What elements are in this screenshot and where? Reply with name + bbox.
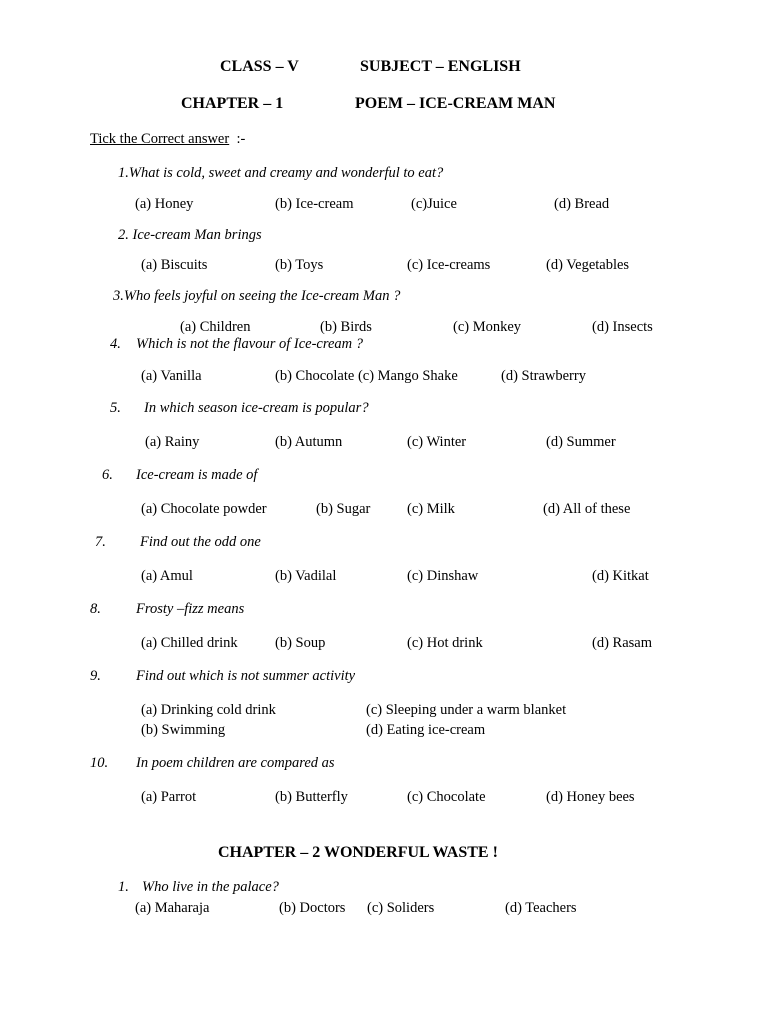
option-b: (b) Doctors <box>279 900 346 916</box>
option-b: (b) Birds <box>320 319 372 335</box>
option-c: (c) Hot drink <box>407 635 483 651</box>
option-b: (b) Vadilal <box>275 568 337 584</box>
question-4-text: Which is not the flavour of Ice-cream ? <box>136 336 363 352</box>
chapter-2-question-number: 1. <box>118 879 129 895</box>
question-number: 3. <box>113 288 124 304</box>
question-8-number: 8. <box>90 601 101 617</box>
question-6-number: 6. <box>102 467 113 483</box>
option-c: (c) Sleeping under a warm blanket <box>366 702 567 718</box>
question-3 <box>113 287 400 305</box>
question-text: Ice-cream Man brings <box>132 227 262 243</box>
option-a: (a) Rainy <box>145 434 200 450</box>
chapter-label: CHAPTER – 1 <box>181 95 284 112</box>
option-b: (b) Ice-cream <box>275 196 354 212</box>
option-a: (a) Chilled drink <box>141 635 238 651</box>
question-text: Who feels joyful on seeing the Ice-cream Man ? <box>123 288 401 304</box>
question-8-text: Frosty –fizz means <box>136 601 245 617</box>
question-4-number: 4. <box>110 336 121 352</box>
question-9-number: 9. <box>90 668 101 684</box>
option-a: (a) Maharaja <box>135 900 210 916</box>
question-7-text: Find out the odd one <box>140 534 261 550</box>
option-a: (a) Amul <box>141 568 193 584</box>
option-a: (a) Children <box>180 319 251 335</box>
question-6-text: Ice-cream is made of <box>136 467 258 483</box>
option-b: (b) Soup <box>275 635 326 651</box>
chapter-2-title: CHAPTER – 2 WONDERFUL WASTE ! <box>218 844 498 861</box>
option-a: (a) Parrot <box>141 789 197 805</box>
option-d: (d) Rasam <box>592 635 652 651</box>
option-a: (a) Chocolate powder <box>141 501 267 517</box>
question-text: What is cold, sweet and creamy and wonderful to eat? <box>128 165 444 181</box>
question-5-number: 5. <box>110 400 121 416</box>
option-b: (b) Butterfly <box>275 789 348 805</box>
option-b: (b) Chocolate (c) Mango Shake <box>275 368 458 384</box>
option-b: (b) Toys <box>275 257 324 273</box>
option-d: (d) Summer <box>546 434 616 450</box>
instruction-label: Tick the Correct answer <box>90 131 230 147</box>
subject-label: SUBJECT – ENGLISH <box>360 58 521 75</box>
option-b: (b) Sugar <box>316 501 371 517</box>
option-a: (a) Vanilla <box>141 368 202 384</box>
question-9-text: Find out which is not summer activity <box>136 668 356 684</box>
option-d: (d) Insects <box>592 319 653 335</box>
question-number: 2. <box>118 227 129 243</box>
instruction-suffix: :- <box>236 131 246 147</box>
question-2 <box>118 226 262 244</box>
option-c: (c) Soliders <box>367 900 435 916</box>
option-c: (c) Chocolate <box>407 789 486 805</box>
poem-label: POEM – ICE-CREAM MAN <box>355 95 556 112</box>
option-d: (d) Eating ice-cream <box>366 722 486 738</box>
option-d: (d) Strawberry <box>501 368 586 384</box>
option-c: (c) Milk <box>407 501 455 517</box>
option-c: (c) Winter <box>407 434 467 450</box>
option-c: (c)Juice <box>411 196 457 212</box>
option-d: (d) Honey bees <box>546 789 635 805</box>
question-5-text: In which season ice-cream is popular? <box>144 400 369 416</box>
chapter-2-question-text: Who live in the palace? <box>142 879 279 895</box>
question-number: 1. <box>118 165 129 181</box>
option-d: (d) Vegetables <box>546 257 630 273</box>
option-a: (a) Honey <box>135 196 194 212</box>
option-a: (a) Drinking cold drink <box>141 702 276 718</box>
option-d: (d) All of these <box>543 501 631 517</box>
option-c: (c) Monkey <box>453 319 522 335</box>
option-c: (c) Ice-creams <box>407 257 491 273</box>
option-c: (c) Dinshaw <box>407 568 479 584</box>
option-a: (a) Biscuits <box>141 257 208 273</box>
question-10-text: In poem children are compared as <box>136 755 335 771</box>
class-label: CLASS – V <box>220 58 299 75</box>
option-d: (d) Bread <box>554 196 610 212</box>
question-10-number: 10. <box>90 755 109 771</box>
instruction <box>90 130 245 148</box>
option-d: (d) Teachers <box>505 900 577 916</box>
option-b: (b) Autumn <box>275 434 343 450</box>
option-b: (b) Swimming <box>141 722 226 738</box>
question-7-number: 7. <box>95 534 106 550</box>
option-d: (d) Kitkat <box>592 568 649 584</box>
question-1 <box>118 164 443 182</box>
